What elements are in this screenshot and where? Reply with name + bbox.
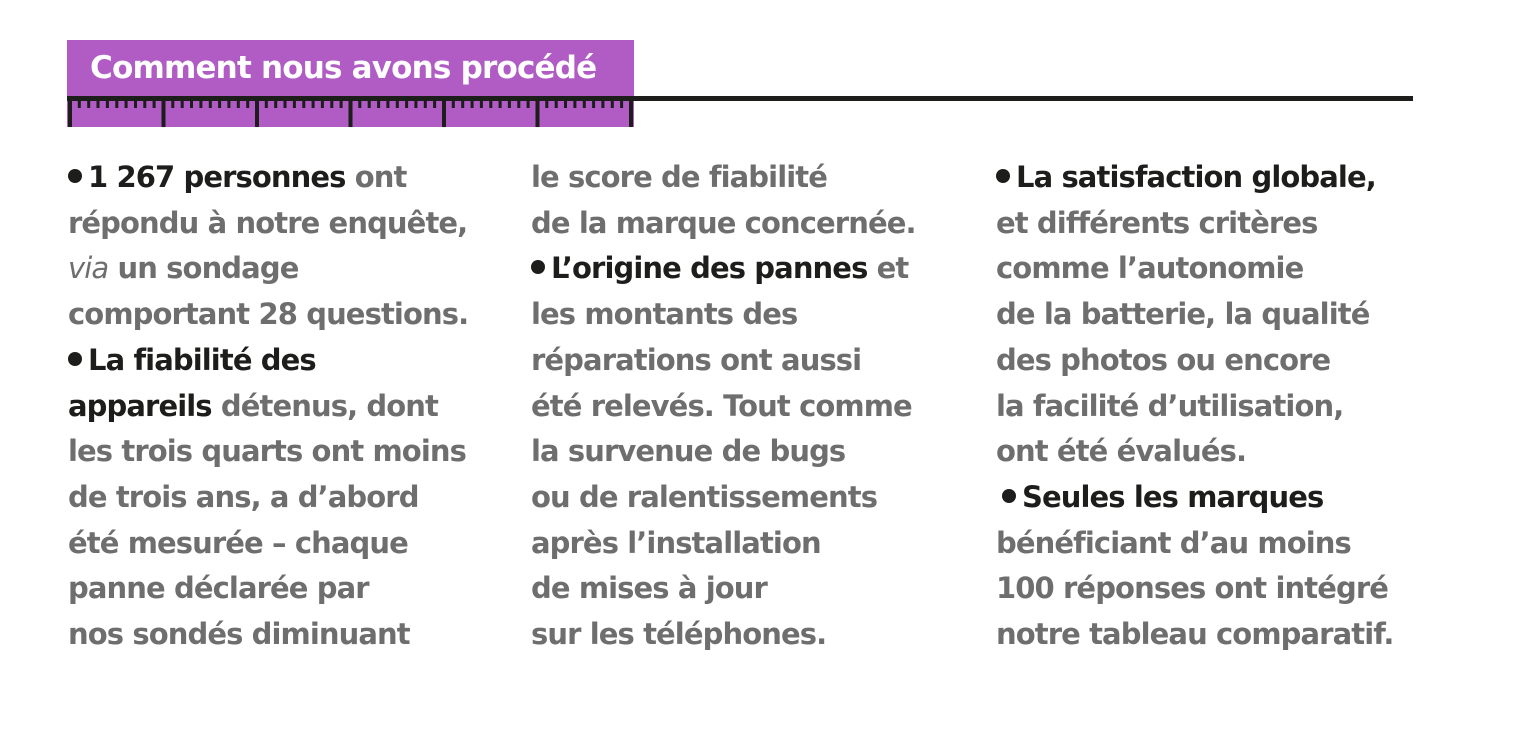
bullet-icon bbox=[68, 169, 82, 183]
ruler-minor-tick bbox=[330, 100, 333, 108]
ruler-minor-tick bbox=[396, 100, 399, 108]
ruler-minor-tick bbox=[115, 100, 118, 108]
text-line bbox=[996, 475, 1394, 521]
body-text: comme l’autonomie bbox=[996, 251, 1304, 286]
ruler-minor-tick bbox=[302, 100, 305, 108]
ruler-minor-tick bbox=[78, 100, 81, 108]
ruler-major-tick bbox=[629, 100, 633, 127]
ruler-minor-tick bbox=[358, 100, 361, 108]
text-line bbox=[996, 521, 1394, 567]
ruler-minor-tick bbox=[199, 100, 202, 108]
text-line bbox=[68, 155, 468, 201]
text-line bbox=[531, 155, 916, 201]
text-line bbox=[68, 201, 468, 247]
text-line bbox=[531, 612, 916, 658]
ruler-minor-tick bbox=[545, 100, 548, 108]
ruler-minor-tick bbox=[125, 100, 128, 108]
body-text: la facilité d’utilisation, bbox=[996, 388, 1344, 423]
body-text: après l’installation bbox=[531, 525, 821, 560]
italic-text: via bbox=[68, 251, 109, 286]
text-line bbox=[996, 292, 1394, 338]
ruler-minor-tick bbox=[377, 100, 380, 108]
body-text: détenus, dont bbox=[211, 388, 438, 423]
body-text: de mises à jour bbox=[531, 571, 767, 606]
text-line bbox=[996, 246, 1394, 292]
ruler-minor-tick bbox=[611, 100, 614, 108]
text-column-3 bbox=[996, 155, 1394, 658]
text-line bbox=[996, 384, 1394, 430]
body-text: des photos ou encore bbox=[996, 342, 1331, 377]
text-column-2 bbox=[531, 155, 916, 658]
body-text: et bbox=[867, 251, 909, 286]
text-line bbox=[996, 155, 1394, 201]
text-column-1 bbox=[68, 155, 468, 658]
ruler-minor-tick bbox=[312, 100, 315, 108]
ruler-minor-tick bbox=[246, 100, 249, 108]
text-line bbox=[68, 246, 468, 292]
body-text: un sondage bbox=[108, 251, 299, 286]
ruler-minor-tick bbox=[190, 100, 193, 108]
ruler-minor-tick bbox=[424, 100, 427, 108]
text-line bbox=[531, 566, 916, 612]
text-line bbox=[531, 201, 916, 247]
emphasis-text: L’origine des pannes bbox=[551, 251, 868, 286]
emphasis-text: Seules les marques bbox=[1022, 479, 1324, 514]
text-line bbox=[68, 292, 468, 338]
ruler-minor-tick bbox=[368, 100, 371, 108]
body-text: de trois ans, a d’abord bbox=[68, 479, 419, 514]
emphasis-text: appareils bbox=[68, 388, 212, 423]
ruler-minor-tick bbox=[134, 100, 137, 108]
ruler-minor-tick bbox=[601, 100, 604, 108]
body-text: la survenue de bugs bbox=[531, 434, 846, 469]
text-line bbox=[68, 384, 468, 430]
body-text: et différents critères bbox=[996, 205, 1318, 240]
ruler-minor-tick bbox=[573, 100, 576, 108]
body-text: sur les téléphones. bbox=[531, 617, 827, 652]
ruler-minor-tick bbox=[414, 100, 417, 108]
ruler-minor-tick bbox=[321, 100, 324, 108]
ruler-minor-tick bbox=[583, 100, 586, 108]
emphasis-text: La satisfaction globale, bbox=[1016, 160, 1376, 194]
text-line bbox=[531, 246, 916, 292]
body-text: les montants des bbox=[531, 297, 798, 332]
ruler-minor-tick bbox=[555, 100, 558, 108]
ruler-minor-tick bbox=[284, 100, 287, 108]
body-text: réparations ont aussi bbox=[531, 342, 862, 377]
body-text: ou de ralentissements bbox=[531, 479, 878, 514]
body-text: bénéficiant d’au moins bbox=[996, 525, 1351, 560]
text-line bbox=[531, 338, 916, 384]
ruler-minor-tick bbox=[153, 100, 156, 108]
text-line bbox=[996, 338, 1394, 384]
ruler-minor-tick bbox=[171, 100, 174, 108]
body-text: ont été évalués. bbox=[996, 434, 1247, 469]
text-line bbox=[68, 566, 468, 612]
text-line bbox=[68, 338, 468, 384]
body-text: de la batterie, la qualité bbox=[996, 297, 1370, 332]
ruler-major-tick bbox=[162, 100, 166, 127]
ruler-major-tick bbox=[349, 100, 353, 127]
text-line bbox=[68, 475, 468, 521]
body-text: répondu à notre enquête, bbox=[68, 205, 468, 240]
ruler-major-tick bbox=[68, 100, 72, 127]
text-line bbox=[996, 566, 1394, 612]
ruler-minor-tick bbox=[480, 100, 483, 108]
body-text: 100 réponses ont intégré bbox=[996, 571, 1388, 606]
ruler-minor-tick bbox=[97, 100, 100, 108]
bullet-icon bbox=[1002, 489, 1016, 503]
ruler-major-tick bbox=[255, 100, 259, 127]
ruler-minor-tick bbox=[274, 100, 277, 108]
body-text: été relevés. Tout comme bbox=[531, 388, 912, 423]
page-title: Comment nous avons procédé bbox=[90, 50, 597, 86]
bullet-icon bbox=[996, 169, 1010, 183]
body-text: notre tableau comparatif. bbox=[996, 617, 1394, 652]
ruler-minor-tick bbox=[461, 100, 464, 108]
ruler-major-tick bbox=[442, 100, 446, 127]
ruler-minor-tick bbox=[620, 100, 623, 108]
ruler-ticks-decoration bbox=[67, 96, 634, 128]
text-line bbox=[68, 521, 468, 567]
body-text: panne déclarée par bbox=[68, 571, 369, 606]
ruler-minor-tick bbox=[293, 100, 296, 108]
ruler-minor-tick bbox=[106, 100, 109, 108]
ruler-minor-tick bbox=[181, 100, 184, 108]
text-line bbox=[531, 292, 916, 338]
ruler-minor-tick bbox=[227, 100, 230, 108]
body-text: les trois quarts ont moins bbox=[68, 434, 466, 469]
ruler-minor-tick bbox=[471, 100, 474, 108]
ruler-minor-tick bbox=[265, 100, 268, 108]
body-text: comportant 28 questions. bbox=[68, 297, 469, 332]
ruler-minor-tick bbox=[386, 100, 389, 108]
ruler-minor-tick bbox=[143, 100, 146, 108]
ruler-minor-tick bbox=[452, 100, 455, 108]
ruler-major-tick bbox=[536, 100, 540, 127]
ruler-minor-tick bbox=[517, 100, 520, 108]
ruler-minor-tick bbox=[209, 100, 212, 108]
ruler-minor-tick bbox=[237, 100, 240, 108]
ruler-minor-tick bbox=[489, 100, 492, 108]
text-line bbox=[996, 612, 1394, 658]
text-line bbox=[996, 201, 1394, 247]
text-line bbox=[531, 429, 916, 475]
ruler-minor-tick bbox=[218, 100, 221, 108]
ruler-minor-tick bbox=[508, 100, 511, 108]
emphasis-text: 1 267 personnes bbox=[88, 160, 346, 194]
ruler-minor-tick bbox=[499, 100, 502, 108]
ruler-minor-tick bbox=[87, 100, 90, 108]
text-line bbox=[68, 612, 468, 658]
ruler-minor-tick bbox=[340, 100, 343, 108]
ruler-minor-tick bbox=[433, 100, 436, 108]
ruler-minor-tick bbox=[405, 100, 408, 108]
emphasis-text: La fiabilité des bbox=[88, 342, 316, 377]
bullet-icon bbox=[531, 260, 545, 274]
body-text: nos sondés diminuant bbox=[68, 617, 410, 652]
body-text: le score de fiabilité bbox=[531, 160, 828, 194]
ruler-minor-tick bbox=[527, 100, 530, 108]
ruler-minor-tick bbox=[592, 100, 595, 108]
text-line bbox=[531, 384, 916, 430]
bullet-icon bbox=[68, 352, 82, 366]
text-line bbox=[531, 521, 916, 567]
text-line bbox=[531, 475, 916, 521]
body-text: de la marque concernée. bbox=[531, 205, 916, 240]
body-text: ont bbox=[345, 160, 407, 194]
text-line bbox=[68, 429, 468, 475]
ruler-minor-tick bbox=[564, 100, 567, 108]
body-text: été mesurée – chaque bbox=[68, 525, 408, 560]
text-line bbox=[996, 429, 1394, 475]
